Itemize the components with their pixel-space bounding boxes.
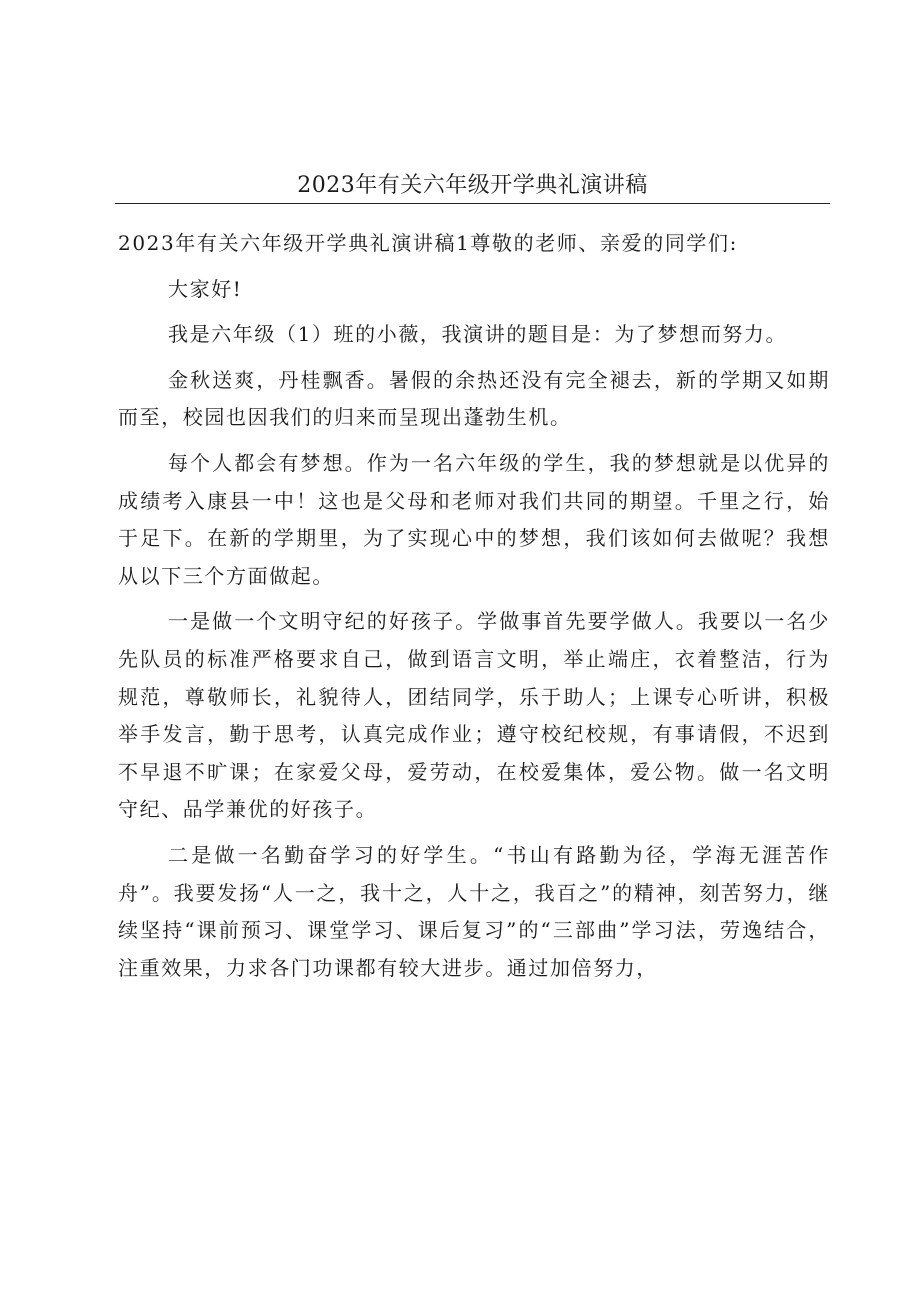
first-point-paragraph: 一是做一个文明守纪的好孩子。学做事首先要学做人。我要以一名少先队员的标准严格要求自己，做到语言文明，举止端庄，衣着整洁，行为规范，尊敬师长，礼貌待人，团结同学，乐于助人；上课专心听讲，积极举手发言，勤于思考，认真完成作业；遵守校纪校规，有事请假，不迟到不早退不旷课；在家爱父母，爱劳动，在校爱集体，爱公物。做一名文明守纪、品学兼优的好孩子。 xyxy=(118,609,830,822)
document-body xyxy=(118,225,830,987)
greeting-paragraph: 大家好! xyxy=(168,276,243,301)
document-title: 2023年有关六年级开学典礼演讲稿 xyxy=(297,173,648,198)
second-point-paragraph: 二是做一名勤奋学习的好学生。“书山有路勤为径，学海无涯苦作舟”。我要发扬“人一之，我十之，人十之，我百之”的精神，刻苦努力，继续坚持“课前预习、课堂学习、课后复习”的“三部曲”学习法，劳逸结合，注重效果，力求各门功课都有较大进步。通过加倍努力， xyxy=(118,842,830,980)
season-paragraph: 金秋送爽，丹桂飘香。暑假的余热还没有完全褪去，新的学期又如期而至，校园也因我们的归来而呈现出蓬勃生机。 xyxy=(118,367,830,430)
dream-paragraph: 每个人都会有梦想。作为一名六年级的学生，我的梦想就是以优异的成绩考入康县一中！这也是父母和老师对我们共同的期望。千里之行，始于足下。在新的学期里，为了实现心中的梦想，我们该如何去做呢？我想从以下三个方面做起。 xyxy=(118,450,830,588)
opening-line: 2023年有关六年级开学典礼演讲稿1尊敬的老师、亲爱的同学们: xyxy=(118,231,738,255)
introduction-paragraph: 我是六年级（1）班的小薇，我演讲的题目是：为了梦想而努力。 xyxy=(168,322,788,347)
title-underline xyxy=(115,203,830,204)
